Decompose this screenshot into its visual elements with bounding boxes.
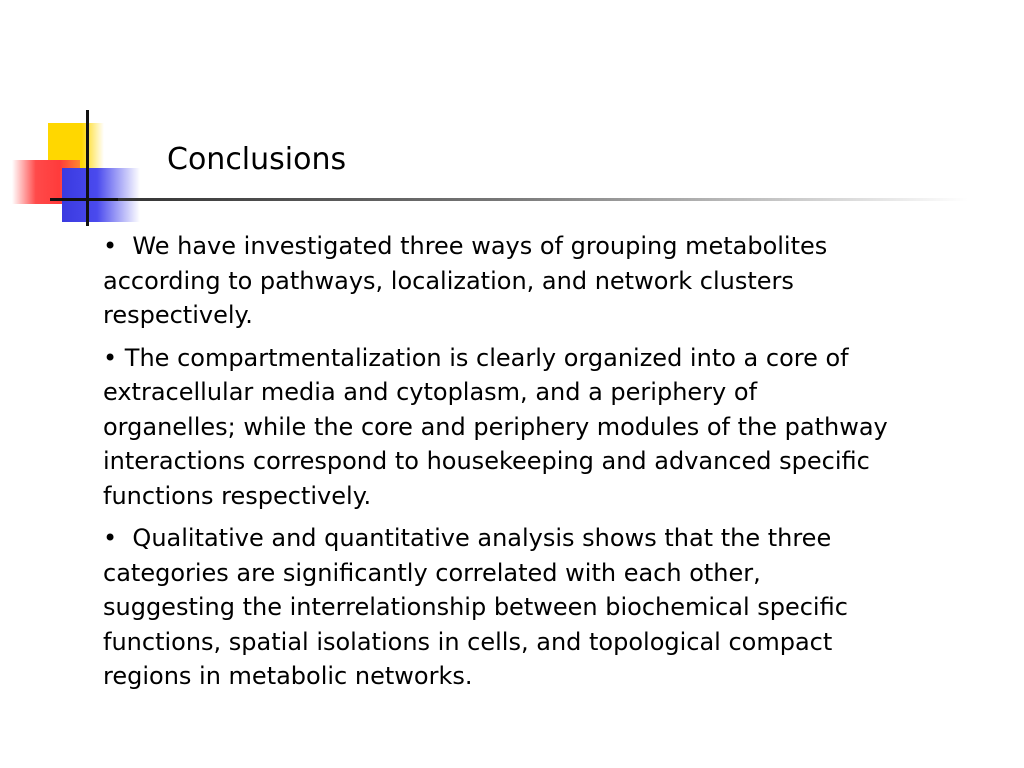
title-decoration: [0, 0, 160, 240]
bullet-item: [103, 521, 893, 694]
slide-body: [103, 229, 893, 702]
blue-square-decoration: [62, 168, 140, 222]
bullet-text: Qualitative and quantitative analysis shows that the three categories are significantly correlated with each other, suggesting the interrelationship between biochemical specific functions, spatial isolations in cells, and topological compact regions in metabolic networks.: [103, 524, 848, 690]
bullet-text: The compartmentalization is clearly organized into a core of extracellular media and cytoplasm, and a periphery of organelles; while the core and periphery modules of the pathway interactions correspond to housekeeping and advanced specific functions respectively.: [103, 343, 888, 510]
bullet-text: We have investigated three ways of grouping metabolites according to pathways, localization, and network clusters respectively.: [103, 232, 828, 329]
bullet-marker: •: [103, 232, 118, 260]
slide-title: Conclusions: [167, 142, 347, 177]
bullet-marker: •: [103, 343, 118, 372]
bullet-item: [103, 341, 893, 514]
bullet-marker: •: [103, 524, 118, 552]
vertical-rule-decoration: [86, 110, 89, 226]
bullet-item: [103, 229, 893, 333]
title-underline: [118, 198, 968, 201]
